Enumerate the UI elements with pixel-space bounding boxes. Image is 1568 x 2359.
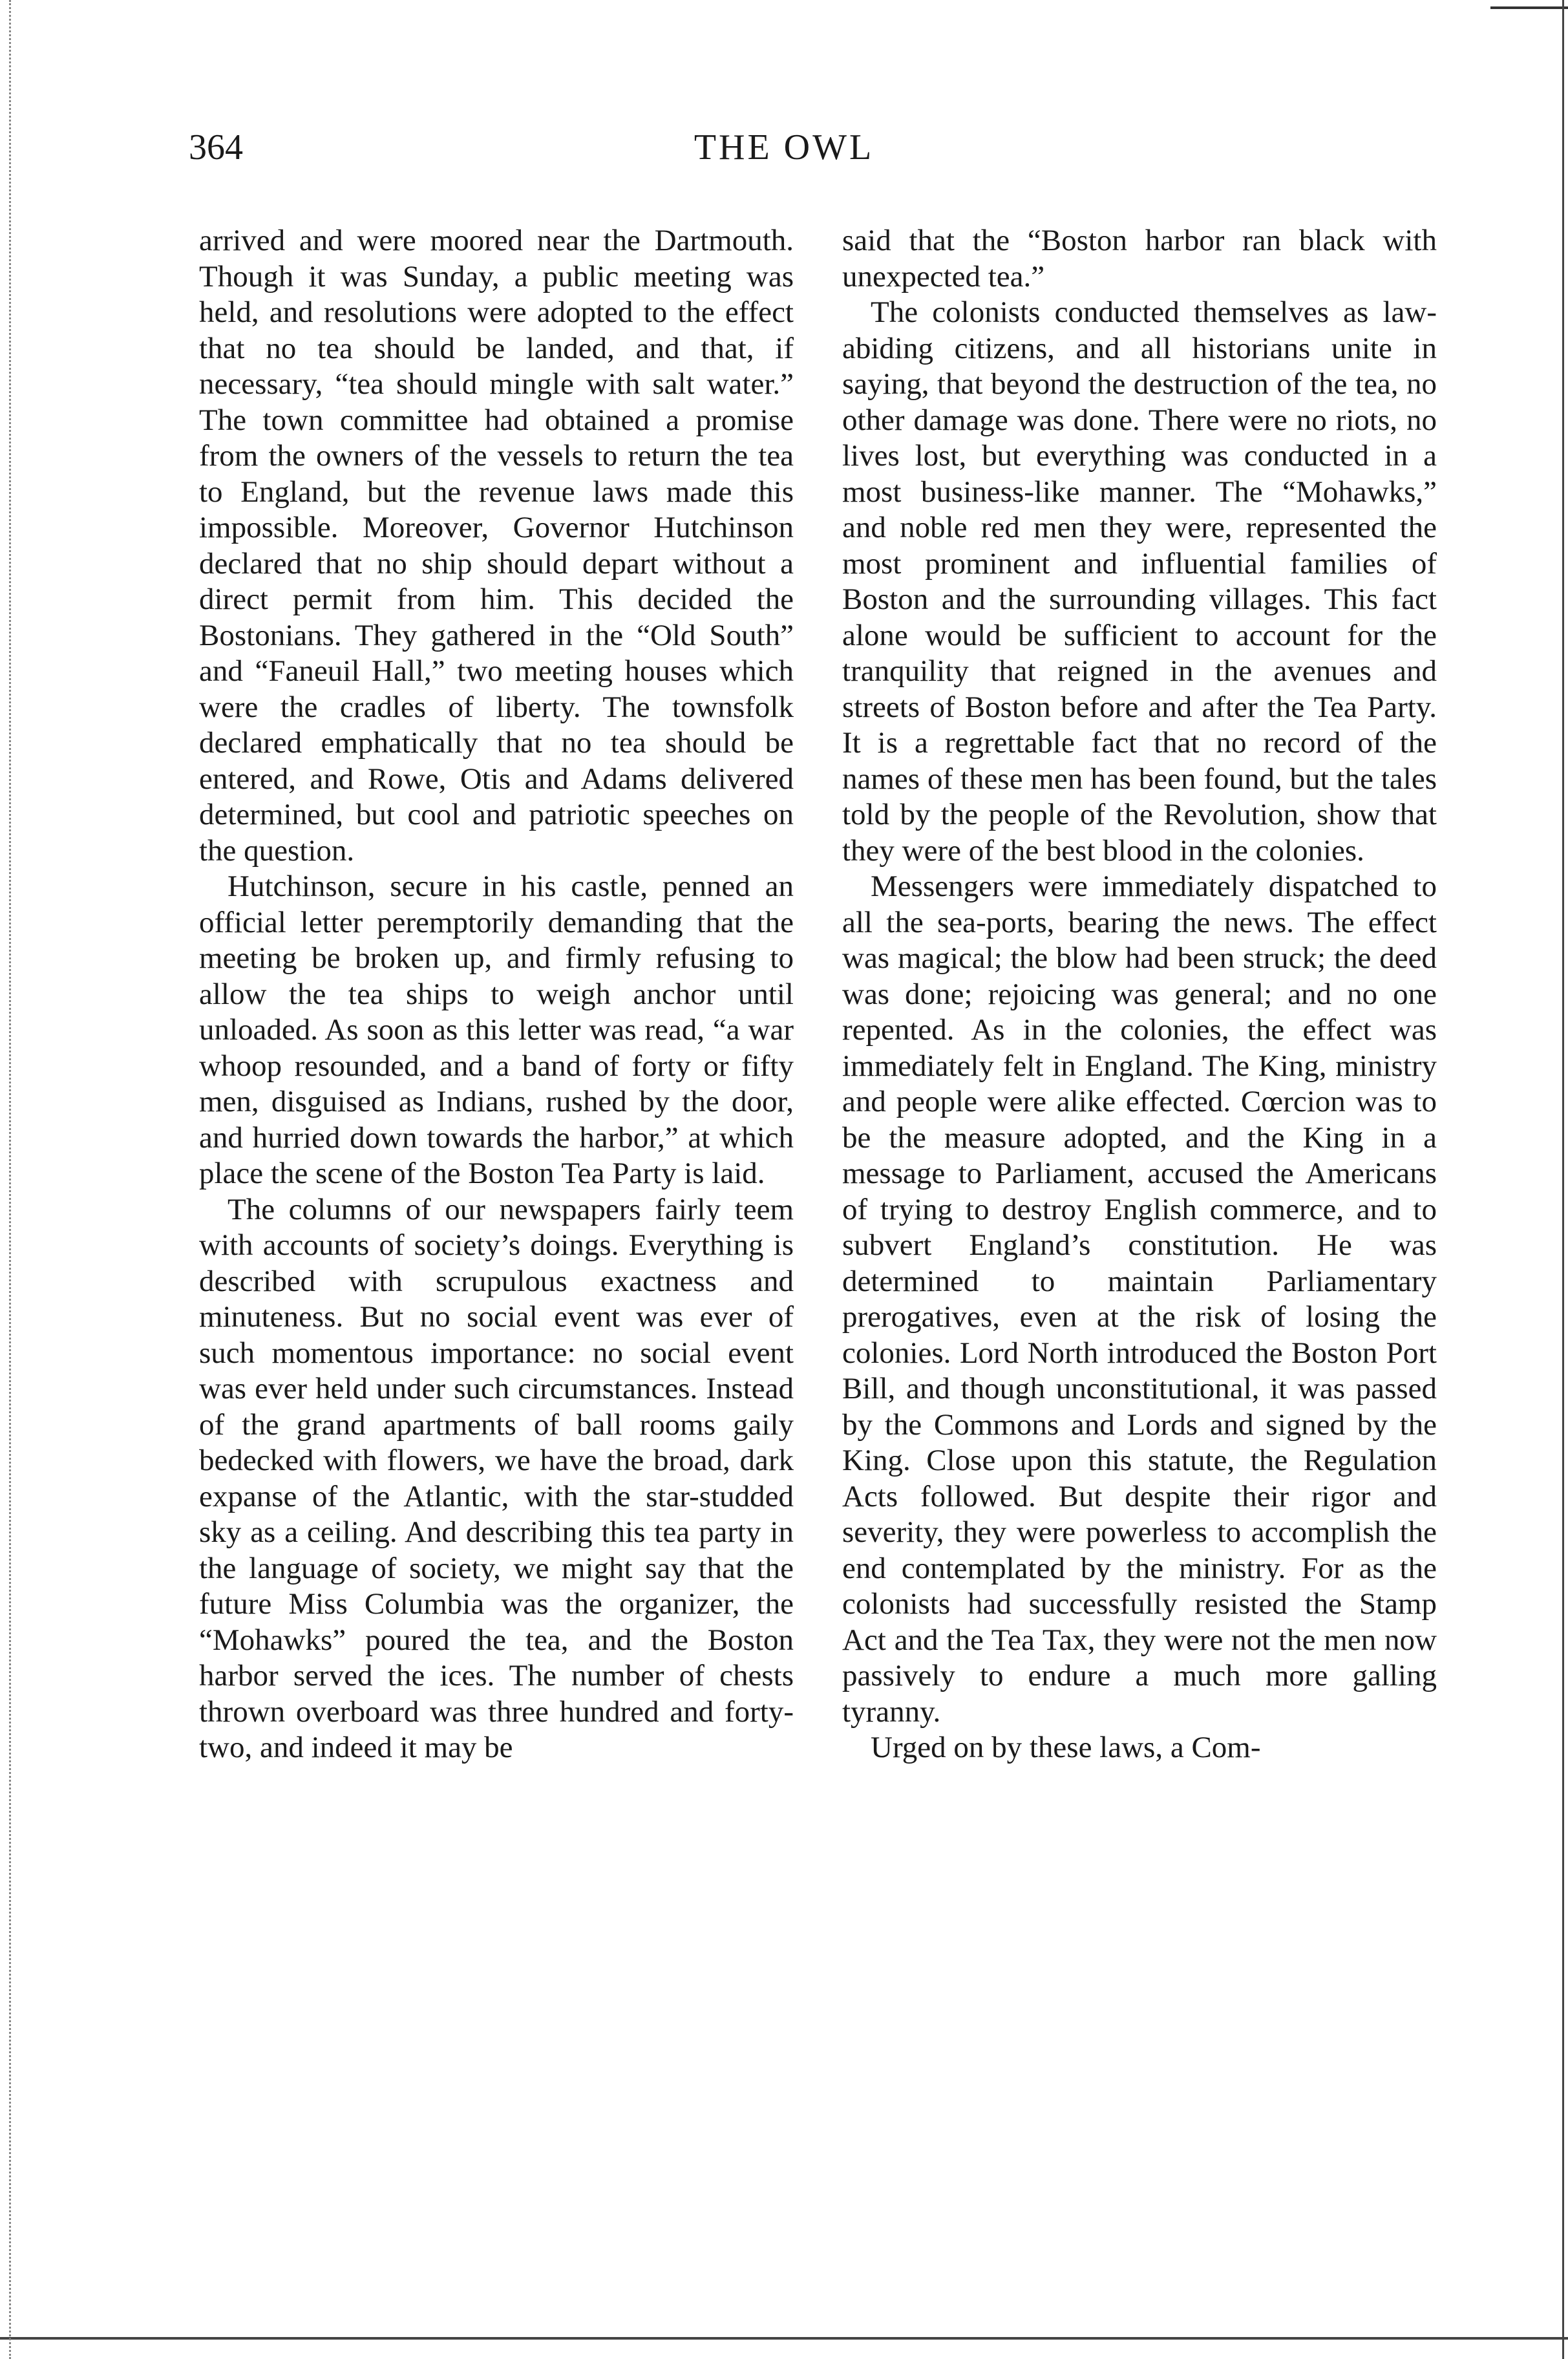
paragraph: Messengers were immediately dispatched to all the sea-ports, bearing the news. The effect was magical; the blow had been struck; the deed was done; rejoicing was general; and no one repented. As in the colonies, the effect was immediately felt in England. The King, ministry and people were alike effected. Cœrcion was to be the measure adopted, and the King in a message to Parliament, accused the Americans of trying to destroy English commerce, and to subvert England’s constitution. He was determined to maintain Parliamentary prerogatives, even at the risk of losing the colonies. Lord North introduced the Boston Port Bill, and though unconstitutional, it was passed by the Commons and Lords and signed by the King. Close upon this statute, the Regulation Acts followed. But despite their rigor and severity, they were powerless to accomplish the end contemplated by the ministry. For as the colonists had successfully resisted the Stamp Act and the Tea Tax, they were not the men now passively to endure a much more galling tyranny. <box>842 870 1437 1729</box>
left-column <box>199 223 794 1766</box>
right-column <box>842 223 1437 1766</box>
paragraph: The colonists conducted themselves as law-abiding citizens, and all historians unite in saying, that beyond the destruction of the tea, no other damage was done. There were no riots, no lives lost, but everything was conducted in a most business-like manner. The “Mohawks,” and noble red men they were, represented the most prominent and influential families of Boston and the surrounding villages. This fact alone would be sufficient to account for the tranquility that reigned in the avenues and streets of Boston before and after the Tea Party. It is a regrettable fact that no record of the names of these men has been found, but the tales told by the people of the Revolution, show that they were of the best blood in the colonies. <box>842 295 1437 868</box>
paragraph: Hutchinson, secure in his castle, penned an official letter peremptorily demanding that the meeting be broken up, and firmly refusing to allow the tea ships to weigh anchor until unloaded. As soon as this letter was read, “a war whoop resounded, and a band of forty or fifty men, disguised as Indians, rushed by the door, and hurried down towards the harbor,” at which place the scene of the Boston Tea Party is laid. <box>199 870 794 1190</box>
running-head: THE OWL <box>694 127 874 167</box>
paragraph: arrived and were moored near the Dartmouth. Though it was Sunday, a public meeting was held, and resolutions were adopted to the effect that no tea should be landed, and that, if necessary, “tea should mingle with salt water.” The town committee had obtained a promise from the owners of the vessels to return the tea to England, but the revenue laws made this impossible. Moreover, Governor Hutchinson declared that no ship should depart without a direct permit from him. This decided the Bostonians. They gathered in the “Old South” and “Faneuil Hall,” two meeting houses which were the cradles of liberty. The townsfolk declared emphatically that no tea should be entered, and Rowe, Otis and Adams delivered determined, but cool and patriotic speeches on the question. <box>199 224 794 868</box>
scan-edge-top <box>1490 6 1568 9</box>
scan-edge-bottom <box>0 2337 1568 2340</box>
scan-edge-right <box>1562 0 1564 2359</box>
page-number: 364 <box>189 127 243 167</box>
scan-edge-left <box>9 0 13 2359</box>
paragraph: Urged on by these laws, a Com- <box>871 1731 1261 1764</box>
paragraph: said that the “Boston harbor ran black with unexpected tea.” <box>842 224 1437 294</box>
paragraph: The columns of our newspapers fairly teem with accounts of society’s doings. Everything is described with scrupulous exactness and minuteness. But no social event was ever of such momentous importance: no social event was ever held under such circumstances. Instead of the grand apartments of ball rooms gaily bedecked with flowers, we have the broad, dark expanse of the Atlantic, with the star-studded sky as a ceiling. And describing this tea party in the language of society, we might say that the future Miss Columbia was the organizer, the “Mohawks” poured the tea, and the Boston harbor served the ices. The number of chests thrown overboard was three hundred and forty-two, and indeed it may be <box>199 1192 794 1764</box>
